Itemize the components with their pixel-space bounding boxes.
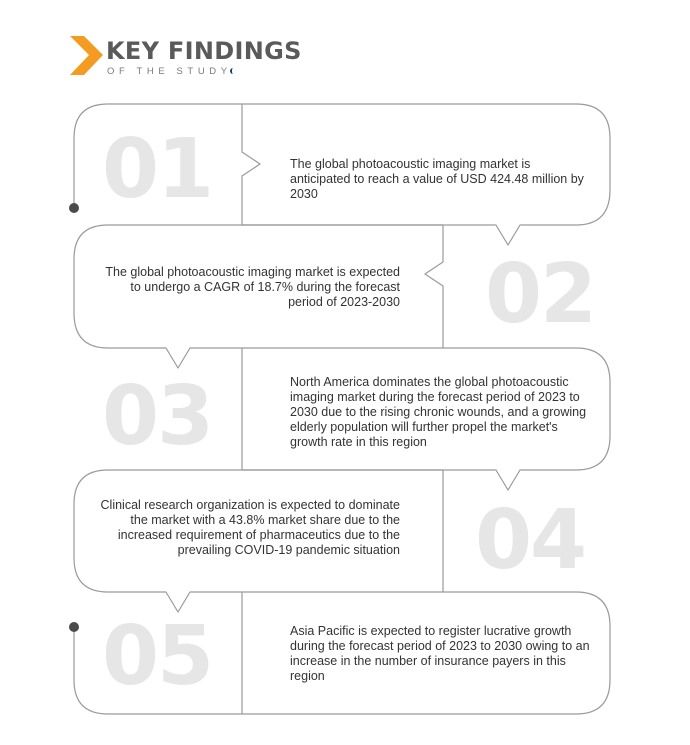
finding-4-text: Clinical research organization is expected to dominate the market with a 43.8% market share due to the increased requirement of pharmaceutics due to the prevailing COVID-19 pandemic situation	[100, 498, 400, 557]
finding-1-divider	[242, 104, 260, 225]
finding-2-text: The global photoacoustic imaging market is expected to undergo a CAGR of 18.7% during the forecast period of 2023-2030	[105, 265, 400, 309]
finding-1-text: The global photoacoustic imaging market is anticipated to reach a value of USD 424.48 million by 2030	[290, 157, 584, 201]
page-subtitle: OF THE STUDY	[107, 66, 236, 77]
finding-2-divider	[425, 225, 443, 348]
finding-3-text: North America dominates the global photoacoustic imaging market during the forecast period of 2023 to 2030 due to the rising chronic wounds, and a growing elderly population will further propel the market's growth rate in this region	[290, 375, 587, 449]
start-dot-icon	[69, 203, 79, 213]
page-title: KEY FINDINGS	[106, 37, 302, 65]
end-dot-icon	[69, 622, 79, 632]
finding-5-number: 05	[101, 609, 213, 704]
finding-1-number: 01	[101, 122, 213, 217]
finding-3-number: 03	[101, 369, 213, 464]
finding-2-number: 02	[484, 247, 596, 342]
finding-5-text: Asia Pacific is expected to register lucrative growth during the forecast period of 2023 to 2030 owing to an increase in the number of insurance payers in this region	[290, 624, 590, 683]
finding-4-number: 04	[474, 493, 586, 588]
